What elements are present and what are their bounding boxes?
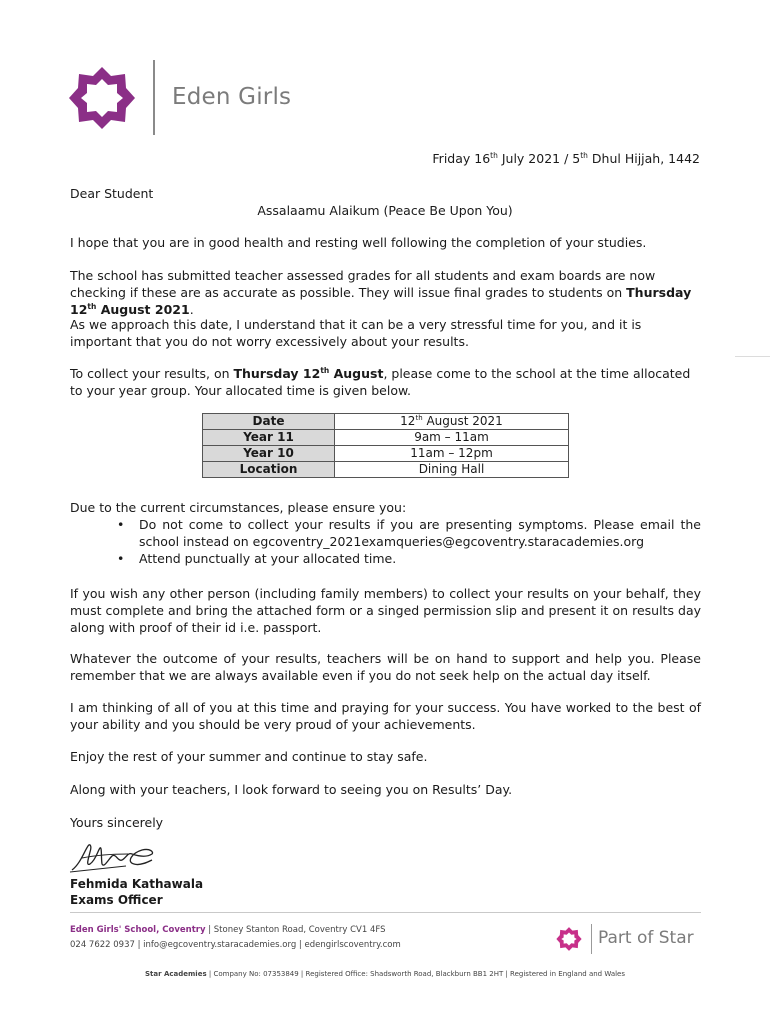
schedule-value: Dining Hall	[335, 462, 569, 478]
schedule-value: 11am – 12pm	[335, 446, 569, 462]
signatory-title: Exams Officer	[70, 893, 163, 907]
star-academies-logo-icon	[556, 926, 582, 952]
paragraph-results-day: Along with your teachers, I look forward to seeing you on Results’ Day.	[70, 782, 513, 797]
letter-date: Friday 16th July 2021 / 5th Dhul Hijjah, 1442	[432, 151, 700, 167]
logo-divider	[153, 60, 155, 135]
company-registration: Star Academies | Company No: 07353849 | Registered Office: Shadsworth Road, Blackburn BB1 2HT | Registered in England and Wales	[144, 970, 626, 978]
paragraph-grades: The school has submitted teacher assessed grades for all students and exam boards are now checking if these are as accurate as possible. They will issue final grades to students on Thursday 12th August 2021.	[70, 268, 692, 317]
schedule-label: Year 10	[203, 446, 335, 462]
salaam: Assalaamu Alaikum (Peace Be Upon You)	[257, 203, 513, 218]
circumstances-section	[70, 499, 701, 567]
table-row	[203, 414, 569, 430]
signatory-name: Fehmida Kathawala	[70, 877, 204, 891]
paragraph-thinking: I am thinking of all of you at this time and praying for your success. You have worked to the best of your ability and you should be very proud of your achievements.	[70, 700, 701, 732]
paragraph-collect: To collect your results, on Thursday 12th August, please come to the school at the time allocated to your year group. Your allocated time is given below.	[70, 365, 691, 398]
schedule-value: 9am – 11am	[335, 430, 569, 446]
paragraph-other-person: If you wish any other person (including family members) to collect your results on your behalf, they must complete and bring the attached form or a singed permission slip and present it on results day along with proof of their id i.e. passport.	[70, 586, 701, 635]
paragraph-stress: As we approach this date, I understand that it can be a very stressful time for you, and it is important that you do not worry excessively about your results.	[70, 317, 642, 349]
bullet-list	[70, 516, 701, 567]
bullet-icon: •	[117, 517, 125, 532]
schedule-label: Year 11	[203, 430, 335, 446]
schedule-label: Location	[203, 462, 335, 478]
part-of-star-divider	[591, 924, 592, 954]
paragraph-summer: Enjoy the rest of your summer and continue to stay safe.	[70, 749, 428, 764]
bullet-icon: •	[117, 551, 125, 566]
part-of-star-label: Part of Star	[598, 928, 694, 948]
list-item: • Attend punctually at your allocated time.	[117, 551, 397, 566]
footer-contact: 024 7622 0937 | info@egcoventry.staracademies.org | edengirlscoventry.com	[70, 940, 401, 950]
table-row	[203, 462, 569, 478]
eden-star-logo-icon	[68, 66, 136, 130]
greeting: Dear Student	[70, 186, 154, 201]
handwritten-signature	[68, 840, 156, 874]
schedule-table	[202, 413, 569, 478]
footer-address: Eden Girls' School, Coventry | Stoney Stanton Road, Coventry CV1 4FS	[70, 925, 386, 935]
schedule-label: Date	[203, 414, 335, 430]
paragraph-health: I hope that you are in good health and resting well following the completion of your studies.	[70, 235, 647, 250]
paragraph-outcome: Whatever the outcome of your results, teachers will be on hand to support and help you. Please remember that we are always available even if you do not seek help on the actual day itself.	[70, 651, 701, 683]
footer-divider	[70, 912, 701, 913]
table-row	[203, 446, 569, 462]
schedule-value: 12th August 2021	[335, 414, 569, 430]
signatory-block	[70, 876, 203, 908]
table-row	[203, 430, 569, 446]
list-item: • Do not come to collect your results if you are presenting symptoms. Please email the school instead on egcoventry_2021examqueries@egcoventry.staracademies.org	[117, 517, 701, 549]
margin-mark	[735, 356, 770, 357]
closing: Yours sincerely	[70, 815, 164, 830]
school-name: Eden Girls	[172, 84, 292, 110]
circumstances-intro: Due to the current circumstances, please ensure you:	[70, 500, 407, 515]
